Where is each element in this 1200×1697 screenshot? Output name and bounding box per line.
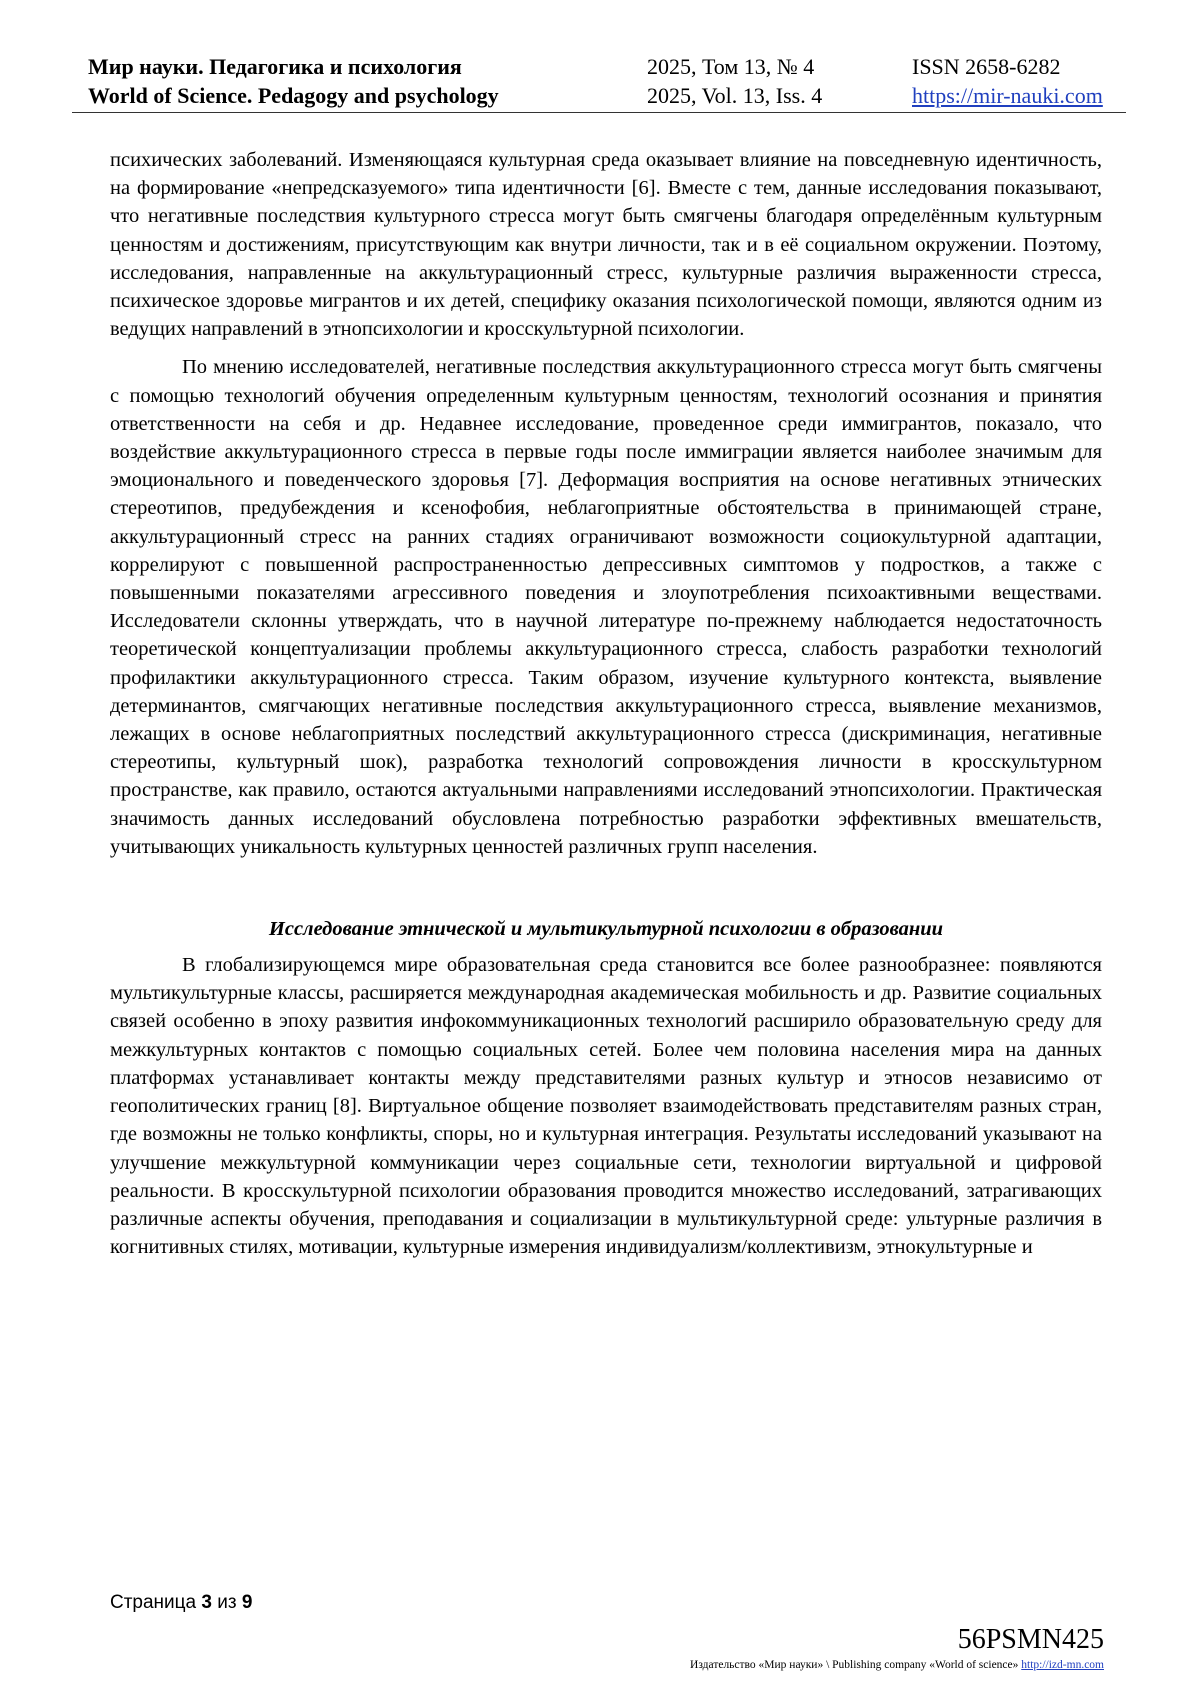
article-body [110,146,1102,1261]
publisher-url-link[interactable]: http://izd-mn.com [1021,1659,1104,1671]
issue-en: 2025, Vol. 13, Iss. 4 [647,83,823,108]
issue-ru: 2025, Том 13, № 4 [647,54,815,79]
page-number [110,1592,252,1614]
page-total: 9 [241,1592,253,1613]
paragraph-2: По мнению исследователей, негативные последствия аккультурационного стресса могут быть смягчены с помощью технологий обучения определенным культурным ценностям, технологий осознания и принятия ответственности на себя и др. Недавнее исследование, проведенное среди иммигрантов, показало, что воздействие аккультурационного стресса в первые годы после иммиграции является наиболее значимым для эмоционального и поведенческого здоровья [7]. Деформация восприятия на основе негативных этнических стереотипов, предубеждения и ксенофобия, неблагоприятные обстоятельства в принимающей стране, аккультурационный стресс на ранних стадиях ограничивают возможности социокультурной адаптации, коррелируют с повышенной распространенностью депрессивных симптомов у подростков, а также с повышенными показателями агрессивного поведения и злоупотребления психоактивными веществами. Исследователи склонны утверждать, что в научной литературе по-прежнему наблюдается недостаточность теоретической концептуализации проблемы аккультурационного стресса, слабость разработки технологий профилактики аккультурационного стресса. Таким образом, изучение культурного контекста, выявление детерминантов, смягчающих негативные последствия аккультурационного стресса, выявление механизмов, лежащих в основе неблагоприятных последствий аккультурационного стресса (дискриминация, негативные стереотипы, культурный шок), разработка технологий сопровождения личности в кросскультурном пространстве, как правило, остаются актуальными направлениями исследований этнопсихологии. Практическая значимость данных исследований обусловлена потребностью разработки эффективных вмешательств, учитывающих уникальность культурных ценностей различных групп населения. [110,356,1102,858]
journal-title [88,52,499,110]
publisher-text: Издательство «Мир науки» \ Publishing company «World of science» [690,1659,1019,1671]
article-code: 56PSMN425 [957,1624,1104,1655]
journal-url-link[interactable]: https://mir-nauki.com [912,83,1103,108]
page-current: 3 [201,1592,212,1613]
issn: ISSN 2658-6282 [912,54,1061,79]
section-title: Исследование этнической и мультикультурной психологии в образовании [268,918,944,941]
page-of: из [217,1592,237,1613]
issn-block [912,52,1103,110]
issue-info [647,52,822,110]
journal-title-en: World of Science. Pedagogy and psychology [88,83,499,108]
publisher-line [690,1659,1104,1671]
page-header [72,48,1126,113]
page-label: Страница [110,1592,197,1613]
journal-title-ru: Мир науки. Педагогика и психология [88,54,462,79]
paragraph-3: В глобализирующемся мире образовательная среда становится все более разнообразнее: появляются мультикультурные классы, расширяется международная академическая мобильность и др. Развитие социальных связей особенно в эпоху развития инфокоммуникационных технологий расширило образовательную среду для межкультурных контактов с помощью социальных сетей. Более чем половина населения мира на данных платформах устанавливает контакты между представителями разных культур и этносов независимо от геополитических границ [8]. Виртуальное общение позволяет взаимодействовать представителям разных стран, где возможны не только конфликты, споры, но и культурная интеграция. Результаты исследований указывают на улучшение межкультурной коммуникации через социальные сети, технологии виртуальной и цифровой реальности. В кросскультурной психологии образования проводится множество исследований, затрагивающих различные аспекты обучения, преподавания и социализации в мультикультурной среде: ультурные различия в когнитивных стилях, мотивации, культурные измерения индивидуализм/коллективизм, этнокультурные и [110,954,1102,1259]
paragraph-1: психических заболеваний. Изменяющаяся культурная среда оказывает влияние на повседневную идентичность, на формирование «непредсказуемого» типа идентичности [6]. Вместе с тем, данные исследования показывают, что негативные последствия культурного стресса могут быть смягчены благодаря определённым культурным ценностям и достижениям, присутствующим как внутри личности, так и в её социальном окружении. Поэтому, исследования, направленные на аккультурационный стресс, культурные различия выраженности стресса, психическое здоровье мигрантов и их детей, специфику оказания психологической помощи, являются одним из ведущих направлений в этнопсихологии и кросскультурной психологии. [110,149,1102,341]
